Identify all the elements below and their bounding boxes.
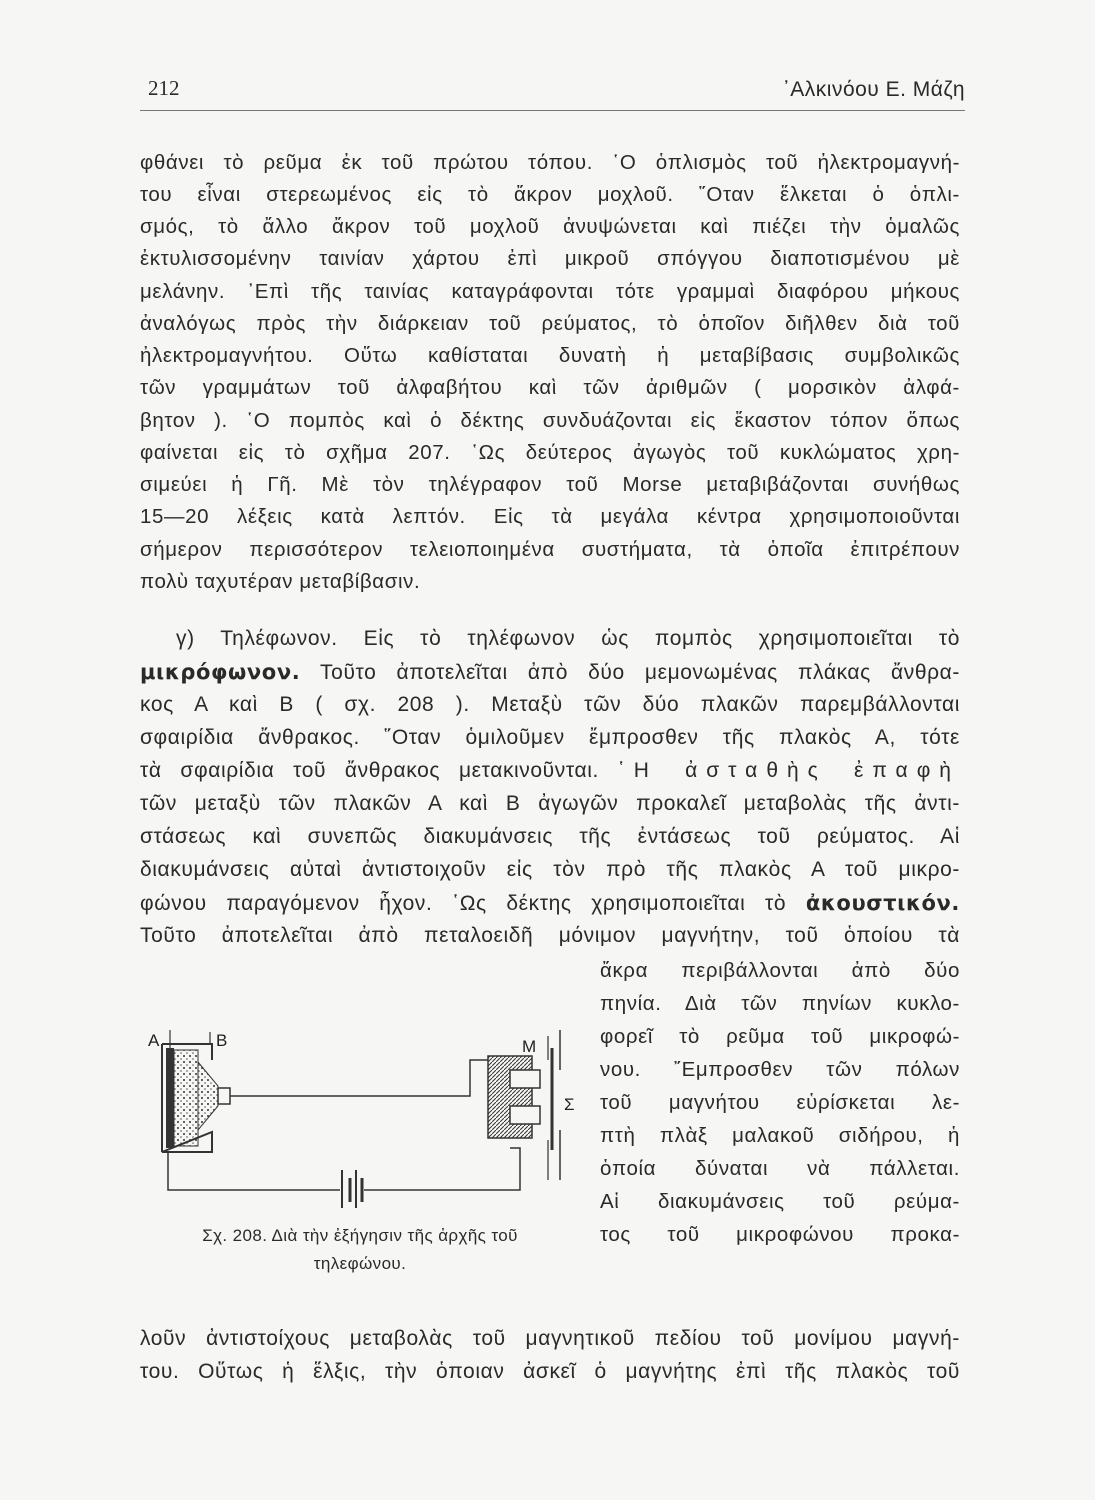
side-text-line: πτὴ πλὰξ μαλακοῦ σιδήρου, ἡ xyxy=(600,1124,960,1147)
coil-upper xyxy=(510,1070,540,1088)
side-text-line: τος τοῦ μικροφώνου προκα- xyxy=(600,1223,960,1246)
text-line: ἠλεκτρομαγνήτου. Οὕτω καθίσταται δυνατὴ ἡ μεταβίβασις συμβολικῶς xyxy=(140,344,960,367)
upper-wire xyxy=(230,1060,488,1096)
text-line: 15—20 λέξεις κατὰ λεπτόν. Εἰς τὰ μεγάλα κέντρα χρησιμοποιοῦνται xyxy=(140,505,960,528)
running-head: ᾿Αλκινόου Ε. Μάζη xyxy=(782,78,965,101)
carbon-cone xyxy=(198,1062,218,1130)
text-line: σφαιρίδια ἄνθρακος. ῞Οταν ὁμιλοῦμεν ἔμπροσθεν τῆς πλακὸς Α, τότε xyxy=(140,726,960,749)
text-line: μελάνην. ᾿Επὶ τῆς ταινίας καταγράφονται τότε γραμμαὶ διαφόρου μήκους xyxy=(140,280,960,303)
figure-caption-continued: τηλεφώνου. xyxy=(313,1254,407,1273)
text-line: ἐκτυλισσομένην ταινίαν χάρτου ἐπὶ μικροῦ σπόγγου διαποτισμένου μὲ xyxy=(140,247,960,270)
plate-a xyxy=(166,1048,174,1148)
side-text-line: φορεῖ τὸ ρεῦμα τοῦ μικροφώ- xyxy=(600,1025,960,1048)
emphasis-unstable-contact: ῾Η ἀσταθὴς ἐπαφὴ xyxy=(617,759,960,782)
telephone-circuit-diagram xyxy=(140,1030,580,1220)
lower-wire-right xyxy=(364,1148,520,1190)
section-heading-line: γ) Τηλέφωνον. Εἰς τὸ τηλέφωνον ὡς πομπὸς χρησιμοποιεῖται τὸ xyxy=(176,627,960,650)
magnet-m xyxy=(488,1056,532,1138)
figure-caption: Σχ. 208. Διὰ τὴν ἐξήγησιν τῆς ἀρχῆς τοῦ xyxy=(202,1226,518,1245)
text-line: του. Οὕτως ἡ ἕλξις, τὴν ὁποιαν ἀσκεῖ ὁ μαγνήτης ἐπὶ τῆς πλακὸς τοῦ xyxy=(140,1360,960,1383)
text-line: στάσεως καὶ συνεπῶς διακυμάνσεις τῆς ἐντάσεως τοῦ ρεύματος. Αἱ xyxy=(140,825,960,848)
lower-wire xyxy=(168,1152,340,1190)
text-line: σιμεύει ἡ Γῆ. Μὲ τὸν τηλέγραφον τοῦ Morse μεταβιβάζονται συνήθως xyxy=(140,473,960,496)
text-line: μικρόφωνον. Τοῦτο ἀποτελεῖται ἀπὸ δύο μεμονωμένας πλάκας ἄνθρα- xyxy=(140,660,960,684)
page-header xyxy=(140,74,965,111)
text-line: φθάνει τὸ ρεῦμα ἐκ τοῦ πρώτου τόπου. ῾Ο ὁπλισμὸς τοῦ ἠλεκτρομαγνή- xyxy=(140,151,960,174)
side-text-line: τοῦ μαγνήτου εὑρίσκεται λε- xyxy=(600,1091,960,1114)
text-line: πολὺ ταχυτέραν μεταβίβασιν. xyxy=(140,570,421,593)
label-a: Α xyxy=(148,1031,160,1050)
text-line: λοῦν ἀντιστοίχους μεταβολὰς τοῦ μαγνητικοῦ πεδίου τοῦ μονίμου μαγνή- xyxy=(140,1327,960,1350)
side-text-line: ὁποία δύναται νὰ πάλλεται. xyxy=(600,1157,960,1180)
label-m: Μ xyxy=(522,1037,537,1056)
text-line: φώνου παραγόμενον ἦχον. ῾Ως δέκτης χρησιμοποιεῖται τὸ ἀκουστικόν. xyxy=(140,891,960,915)
side-text-line: Αἱ διακυμάνσεις τοῦ ρεύμα- xyxy=(600,1190,960,1213)
side-text-line: νου. ῎Εμπροσθεν τῶν πόλων xyxy=(600,1058,960,1081)
term-microphone: μικρόφωνον. xyxy=(140,660,301,684)
text-line: τὰ σφαιρίδια τοῦ ἄνθρακος μετακινοῦνται. ῾Η ἀσταθὴς ἐπαφὴ xyxy=(140,759,960,782)
carbon-granules xyxy=(174,1050,198,1146)
coil-lower xyxy=(510,1106,540,1124)
text-line: Τοῦτο ἀποτελεῖται ἀπὸ πεταλοειδῆ μόνιμον μαγνήτην, τοῦ ὁποίου τὰ xyxy=(140,924,960,947)
text-line: τῶν μεταξὺ τῶν πλακῶν Α καὶ Β ἀγωγῶν προκαλεῖ μεταβολὰς τῆς ἀντι- xyxy=(140,792,960,815)
text-line: βητον ). ῾Ο πομπὸς καὶ ὁ δέκτης συνδυάζονται εἰς ἕκαστον τόπον ὅπως xyxy=(140,409,960,432)
page-number: 212 xyxy=(148,76,180,100)
text-line: σμός, τὸ ἄλλο ἄκρον τοῦ μοχλοῦ ἀνυψώνεται καὶ πιέζει τὴν ὁμαλῶς xyxy=(140,215,960,238)
term-earphone: ἀκουστικόν. xyxy=(805,891,960,915)
side-text-line: ἄκρα περιβάλλονται ἀπὸ δύο xyxy=(600,959,960,982)
text-line: σήμερον περισσότερον τελειοποιημένα συστήματα, τὰ ὁποῖα ἐπιτρέπουν xyxy=(140,538,960,561)
text-line: τῶν γραμμάτων τοῦ ἀλφαβήτου καὶ τῶν ἀριθμῶν ( μορσικὸν ἀλφά- xyxy=(140,376,960,399)
label-sigma: Σ xyxy=(564,1095,575,1114)
text-line: κος Α καὶ Β ( σχ. 208 ). Μεταξὺ τῶν δύο πλακῶν παρεμβάλλονται xyxy=(140,693,960,716)
text-line: φαίνεται εἰς τὸ σχῆμα 207. ῾Ως δεύτερος ἀγωγὸς τοῦ κυκλώματος χρη- xyxy=(140,441,960,464)
mic-terminal xyxy=(218,1088,230,1104)
text-line: του εἶναι στερεωμένος εἰς τὸ ἄκρον μοχλοῦ. ῞Οταν ἕλκεται ὁ ὁπλι- xyxy=(140,183,960,206)
text-line: ἀναλόγως πρὸς τὴν διάρκειαν τοῦ ρεύματος, τὸ ὁποῖον διῆλθεν διὰ τοῦ xyxy=(140,312,960,335)
label-b: Β xyxy=(216,1031,228,1050)
text-line: διακυμάνσεις αὐταὶ ἀντιστοιχοῦν εἰς τὸν πρὸ τῆς πλακὸς Α τοῦ μικρο- xyxy=(140,858,960,881)
side-text-line: πηνία. Διὰ τῶν πηνίων κυκλο- xyxy=(600,992,960,1015)
